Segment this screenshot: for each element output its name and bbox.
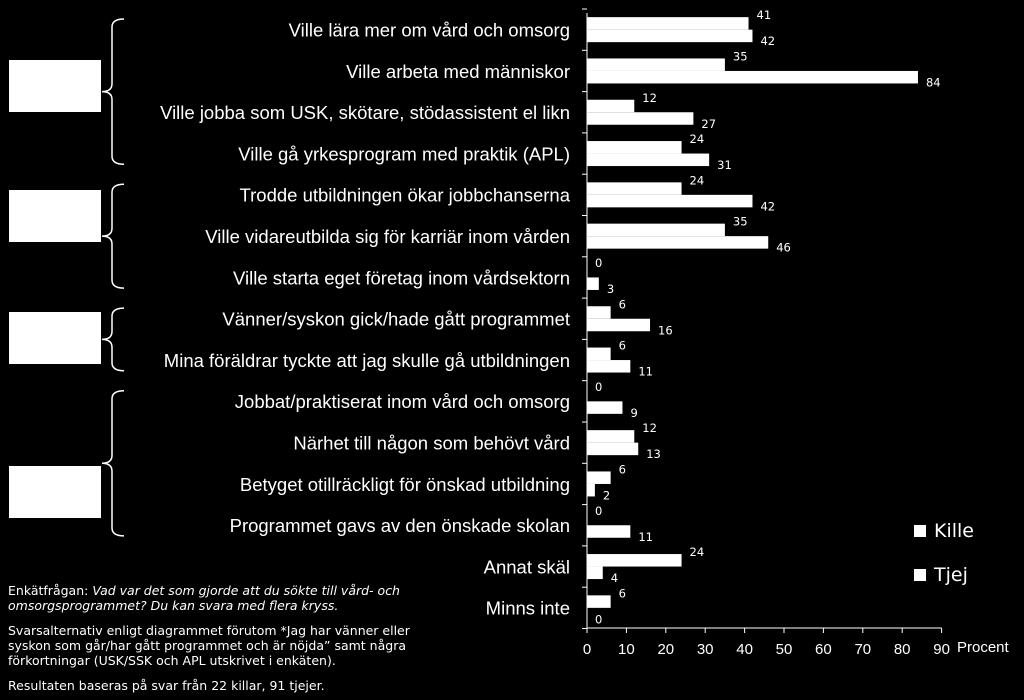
bar-tjej [587, 30, 752, 43]
data-label-tjej: 4 [610, 571, 619, 586]
bar-tjej [587, 484, 595, 497]
bar-kille [587, 348, 611, 361]
category-label: Vänner/syskon gick/hade gått programmet [222, 308, 570, 330]
data-label-kille: 6 [618, 297, 626, 312]
bar-kille [587, 141, 682, 154]
basis-note: Resultaten baseras på svar från 22 killar, 91 tjejer. [8, 678, 325, 693]
bar-tjej [587, 525, 630, 538]
category-label: Programmet gavs av den önskade skolan [229, 515, 570, 537]
data-label-tjej: 42 [760, 34, 776, 49]
data-label-tjej: 11 [638, 529, 653, 544]
bar-tjej [587, 567, 603, 580]
data-label-kille: 24 [689, 132, 705, 147]
data-label-kille: 35 [732, 49, 748, 64]
data-label-tjej: 84 [925, 75, 941, 90]
data-label-kille: 6 [618, 586, 626, 601]
bar-tjej [587, 401, 622, 414]
category-label: Annat skäl [483, 556, 570, 578]
bar-tjej [587, 236, 768, 249]
group-bracket-3 [102, 308, 124, 371]
question-line-2: omsorgsprogrammet? Du kan svara med flera kryss. [8, 598, 339, 613]
bar-kille [587, 595, 611, 608]
data-label-kille: 6 [618, 338, 626, 353]
x-tick-label: 30 [696, 641, 714, 658]
group-box-1 [9, 60, 101, 112]
x-tick-label: 40 [736, 641, 753, 658]
bar-kille [587, 100, 634, 113]
category-label: Betyget otillräckligt för önskad utbildning [239, 473, 570, 495]
data-label-tjej: 42 [760, 199, 776, 214]
question-prefix: Enkätfrågan: [8, 583, 93, 598]
bar-kille [587, 17, 749, 30]
category-label: Trodde utbildningen ökar jobbchanserna [239, 184, 570, 206]
bar-tjej [587, 154, 709, 167]
legend-label-kille: Kille [934, 520, 974, 542]
category-label: Ville starta eget företag inom vårdsektorn [233, 267, 570, 289]
category-label: Minns inte [485, 597, 570, 619]
data-label-tjej: 27 [701, 116, 717, 131]
category-label: Ville vidareutbilda sig för karriär inom vården [205, 226, 570, 248]
x-axis-title: Procent [957, 639, 1009, 656]
group-box-2 [9, 190, 101, 242]
x-tick-label: 70 [854, 641, 872, 658]
category-label: Närhet till någon som behövt vård [293, 432, 570, 454]
alternatives-note [8, 623, 410, 668]
bar-kille [587, 471, 611, 484]
x-tick-label: 50 [775, 641, 793, 658]
alternatives-line-2: syskon som går/har gått programmet och är nöjda” samt några [8, 638, 406, 653]
group-bracket-1 [102, 19, 124, 164]
bar-kille [587, 58, 725, 70]
bar-kille [587, 554, 682, 567]
data-label-tjej: 3 [606, 281, 615, 296]
bar-tjej [587, 71, 918, 84]
category-label: Jobbat/praktiserat inom vård och omsorg [234, 391, 570, 413]
bar-kille [587, 182, 682, 195]
bar-tjej [587, 443, 638, 456]
data-label-tjej: 16 [658, 323, 673, 338]
category-label: Ville gå yrkesprogram med praktik (APL) [238, 143, 570, 165]
category-labels [160, 20, 571, 619]
group-box-3 [9, 312, 101, 364]
bar-tjej [587, 195, 752, 208]
bar-tjej [587, 277, 599, 290]
alternatives-line-3: förkortningar (USK/SSK och APL utskrivet i enkäten). [8, 653, 336, 668]
bar-tjej [587, 360, 630, 373]
data-label-kille: 35 [732, 214, 748, 229]
data-label-kille: 12 [642, 90, 657, 105]
category-label: Ville lära mer om vård och omsorg [288, 19, 570, 41]
legend-label-tjej: Tjej [934, 564, 968, 586]
bar-tjej [587, 112, 693, 125]
x-tick-label: 20 [657, 641, 675, 658]
group-box-4 [9, 466, 101, 518]
bar-kille [587, 306, 611, 319]
data-label-tjej: 2 [602, 488, 611, 503]
data-label-kille: 6 [618, 462, 626, 477]
group-bracket-4 [102, 391, 124, 536]
legend-item-tjej [914, 564, 968, 586]
bar-tjej [587, 319, 650, 332]
category-label: Mina föräldrar tyckte att jag skulle gå utbildningen [163, 349, 570, 371]
category-label: Ville jobba som USK, skötare, stödassistent el likn [160, 102, 570, 124]
alternatives-line-1: Svarsalternativ enligt diagrammet förutom *Jag har vänner eller [8, 623, 410, 638]
bar-kille [587, 224, 725, 237]
data-label-kille: 24 [689, 545, 705, 560]
x-tick-label: 90 [933, 641, 950, 658]
data-label-tjej: 11 [638, 364, 653, 379]
data-label-kille: 12 [642, 421, 657, 436]
data-label-kille: 24 [689, 173, 705, 188]
bar-kille [587, 430, 634, 443]
data-label-tjej: 13 [646, 447, 661, 462]
data-label-kille: 0 [595, 503, 603, 518]
group-brackets [102, 19, 124, 536]
survey-question-note [8, 583, 400, 613]
data-label-kille: 41 [756, 8, 772, 23]
legend-item-kille [914, 520, 974, 542]
bars [587, 8, 941, 626]
x-tick-label: 80 [893, 641, 911, 658]
x-tick-label: 10 [618, 641, 635, 658]
data-label-tjej: 31 [717, 158, 732, 173]
data-label-tjej: 46 [776, 240, 791, 255]
legend-swatch-tjej [914, 569, 926, 581]
x-tick-label: 0 [582, 641, 592, 658]
data-label-kille: 0 [595, 379, 603, 394]
group-bracket-2 [102, 184, 124, 288]
category-label: Ville arbeta med människor [346, 60, 570, 82]
data-label-kille: 0 [595, 255, 603, 270]
data-label-tjej: 0 [595, 612, 603, 627]
legend-swatch-kille [914, 525, 926, 537]
question-line-1: Vad var det som gjorde att du sökte till vård- och [92, 583, 400, 598]
x-tick-label: 60 [815, 641, 832, 658]
data-label-tjej: 9 [630, 405, 638, 420]
